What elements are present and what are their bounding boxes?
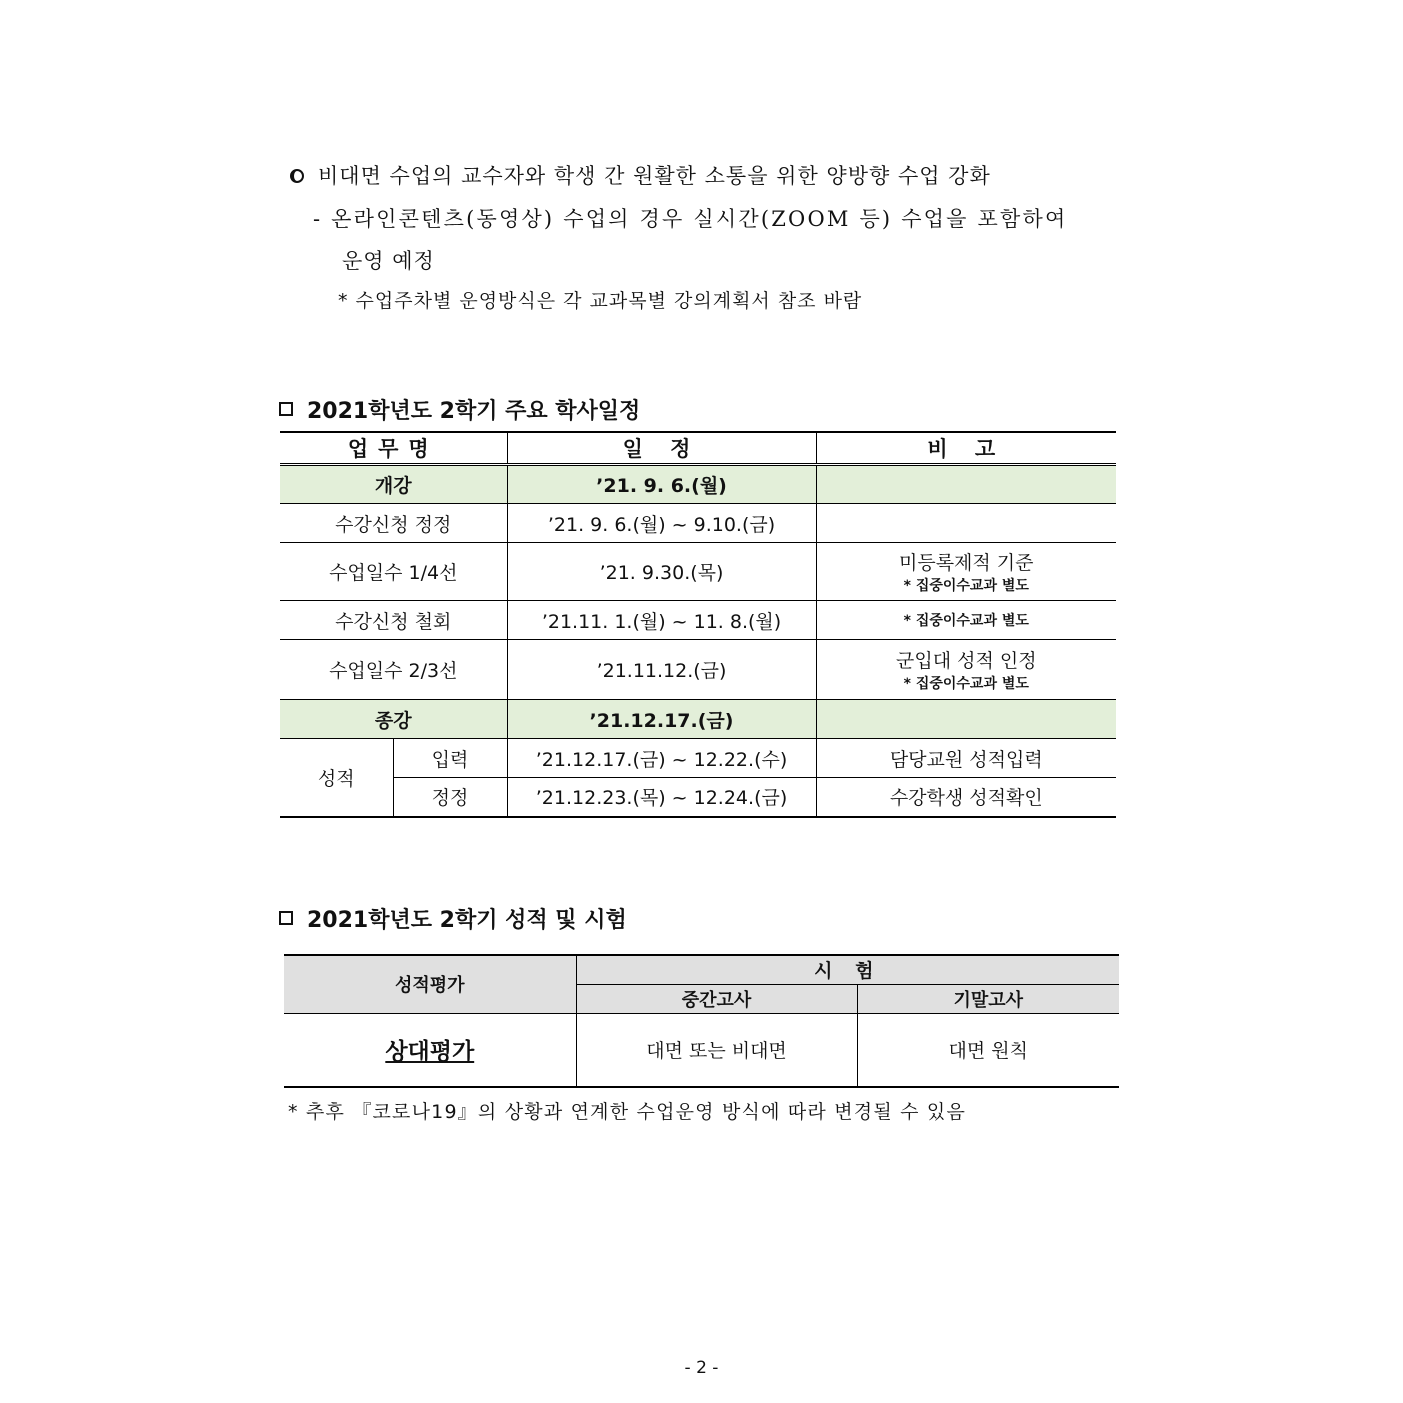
- row-note: [816, 640, 1116, 700]
- table-row: [280, 504, 1116, 543]
- row-date: ’21. 9. 6.(월): [507, 465, 816, 504]
- row-task: 수강신청 정정: [280, 504, 507, 543]
- grade-label: 성적: [280, 739, 393, 817]
- square-bullet-icon: [279, 402, 293, 416]
- header-note: 비 고: [816, 432, 1116, 465]
- exam-title: [279, 903, 627, 934]
- bullet-line: [290, 160, 991, 190]
- row-note: [816, 700, 1116, 739]
- table-row: [280, 601, 1116, 640]
- eval-value-text: 상대평가: [385, 1039, 475, 1066]
- table-header-row: [280, 432, 1116, 465]
- note-sub: * 집중이수교과 별도: [903, 676, 1029, 692]
- schedule-table: [280, 431, 1116, 818]
- dash-line-1: - 온라인콘텐츠(동영상) 수업의 경우 실시간(ZOOM 등) 수업을 포함하여: [313, 207, 1068, 231]
- row-task: 종강: [280, 700, 507, 739]
- row-task: 수업일수 1/4선: [280, 543, 507, 601]
- header-task: 업무명: [280, 432, 507, 465]
- footnote: * 추후 『코로나19』의 상황과 연계한 수업운영 방식에 따라 변경될 수 있음: [288, 1101, 967, 1123]
- table-row: [280, 640, 1116, 700]
- final-value: 대면 원칙: [857, 1013, 1119, 1087]
- header-eval: 성적평가: [284, 955, 576, 1013]
- row-date: ’21.12.17.(금) ~ 12.22.(수): [507, 739, 816, 778]
- row-note: 담당교원 성적입력: [816, 739, 1116, 778]
- row-note: [816, 465, 1116, 504]
- exam-title-text: 2021학년도 2학기 성적 및 시험: [307, 908, 627, 933]
- row-date: ’21.11.12.(금): [507, 640, 816, 700]
- row-note: [816, 543, 1116, 601]
- eval-value: [284, 1013, 576, 1087]
- row-date: ’21.12.17.(금): [507, 700, 816, 739]
- header-mid: 중간고사: [576, 984, 857, 1013]
- row-note: 수강학생 성적확인: [816, 778, 1116, 817]
- bullet-text: 비대면 수업의 교수자와 학생 간 원활한 소통을 위한 양방향 수업 강화: [318, 164, 991, 188]
- exam-header-row: [284, 955, 1119, 984]
- row-date: ’21.11. 1.(월) ~ 11. 8.(월): [507, 601, 816, 640]
- row-note: [816, 504, 1116, 543]
- mid-value: 대면 또는 비대면: [576, 1013, 857, 1087]
- schedule-title: [279, 394, 640, 425]
- row-task: 정정: [393, 778, 507, 817]
- row-task: 개강: [280, 465, 507, 504]
- header-date: 일 정: [507, 432, 816, 465]
- table-row: [280, 543, 1116, 601]
- table-row: [280, 700, 1116, 739]
- row-note: [816, 601, 1116, 640]
- exam-table: [284, 954, 1119, 1088]
- page-number: - 2 -: [684, 1358, 719, 1378]
- note-sub: * 집중이수교과 별도: [903, 613, 1029, 629]
- row-date: ’21. 9.30.(목): [507, 543, 816, 601]
- row-task: 입력: [393, 739, 507, 778]
- note-main: 미등록제적 기준: [899, 552, 1034, 574]
- note-sub: * 집중이수교과 별도: [903, 578, 1029, 594]
- row-date: ’21. 9. 6.(월) ~ 9.10.(금): [507, 504, 816, 543]
- exam-row: [284, 1013, 1119, 1087]
- dash-line-2: 운영 예정: [342, 249, 435, 273]
- circle-bullet-icon: [290, 169, 304, 183]
- table-row: [280, 778, 1116, 817]
- note-line: * 수업주차별 운영방식은 각 교과목별 강의계획서 참조 바람: [338, 290, 863, 312]
- row-date: ’21.12.23.(목) ~ 12.24.(금): [507, 778, 816, 817]
- schedule-title-text: 2021학년도 2학기 주요 학사일정: [307, 399, 641, 424]
- header-final: 기말고사: [857, 984, 1119, 1013]
- row-task: 수업일수 2/3선: [280, 640, 507, 700]
- header-exam: 시 험: [576, 955, 1119, 984]
- table-row: [280, 739, 1116, 778]
- square-bullet-icon: [279, 911, 293, 925]
- table-row: [280, 465, 1116, 504]
- row-task: 수강신청 철회: [280, 601, 507, 640]
- note-main: 군입대 성적 인정: [895, 650, 1037, 672]
